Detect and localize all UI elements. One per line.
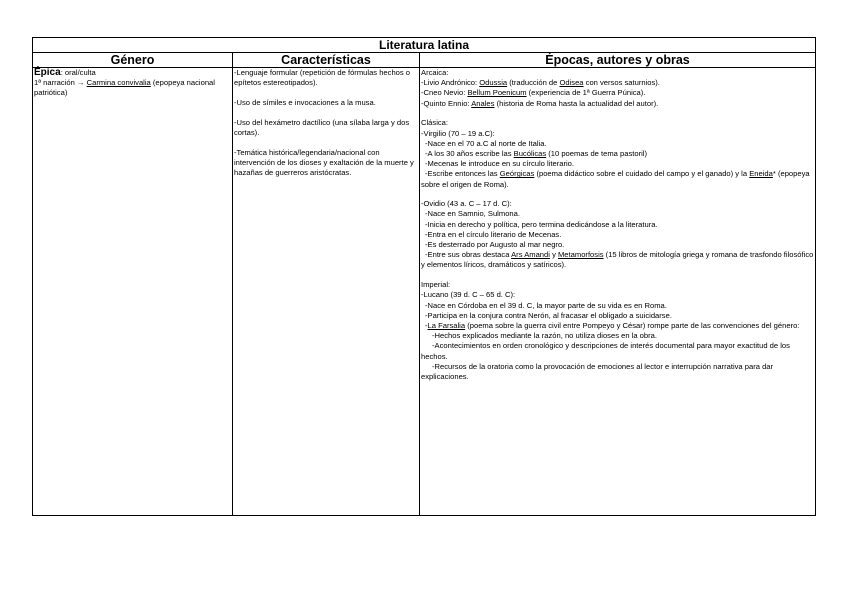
author-virgilio: -Virgilio (70 – 19 a.C): xyxy=(421,128,495,138)
epoca-heading-arcaica: Arcaica: xyxy=(421,68,449,77)
genero-label-line xyxy=(34,68,231,78)
caracteristica-item: -Temática histórica/legendaria/nacional con intervención de los dioses y exaltación de la muerte y hazañas de guerreros aristócratas. xyxy=(234,147,414,177)
ovidio-line: -Entre sus obras destaca Ars Amandi y Metamorfosis (15 libros de mitología griega y romana de trasfondo filosófico y elementos líricos, dramáticos y satíricos). xyxy=(421,250,814,270)
table-title: Literatura latina xyxy=(33,38,816,53)
lucano-subpoint: -Hechos explicados mediante la razón, no utiliza dioses en la obra. xyxy=(432,331,657,341)
work-title: Anales xyxy=(471,98,495,108)
work-title: Eneida xyxy=(749,169,773,179)
virgilio-line: -Mecenas le introduce en su círculo literario. xyxy=(425,159,574,169)
work-title: Bucólicas xyxy=(513,148,547,158)
ovidio-line: -Entra en el círculo literario de Mecenas. xyxy=(425,229,562,239)
ovidio-line: -Inicia en derecho y política, pero termina dedicándose a la literatura. xyxy=(425,219,658,229)
lucano-line: -Participa en la conjura contra Nerón, al fracasar el obligado a suicidarse. xyxy=(425,310,672,320)
cell-epocas xyxy=(420,68,816,516)
epoca-heading-clasica: Clásica: xyxy=(421,118,449,128)
work-title: Odisea xyxy=(559,78,584,88)
work-title: Odussia xyxy=(479,78,508,88)
genero-narration-suffix: (epopeya nacional patriótica) xyxy=(34,78,215,98)
work-title: Bellum Poenicum xyxy=(467,88,527,98)
author-ennio: -Quinto Ennio: Anales (historia de Roma hasta la actualidad del autor). xyxy=(421,98,659,108)
genero-work-title: Carmina convivalia xyxy=(86,78,151,88)
genero-label: Épica xyxy=(34,67,61,78)
cell-genero xyxy=(33,68,233,516)
lucano-subpoint: -Recursos de la oratoria como la provocación de emociones al lector e interrupción narrativa para dar explicaciones. xyxy=(421,361,774,381)
ovidio-line: -Nace en Samnio, Sulmona. xyxy=(425,209,520,219)
author-livio: -Livio Andrónico: Odussia (traducción de Odisea con versos saturnios). xyxy=(421,78,660,88)
caracteristica-item: -Uso del hexámetro dactílico (una sílaba larga y dos cortas). xyxy=(234,117,410,137)
work-title: La Farsalia xyxy=(427,320,466,330)
author-ovidio: -Ovidio (43 a. C – 17 d. C): xyxy=(421,199,512,209)
work-title: Geórgicas xyxy=(499,169,535,179)
genero-label-rest: : oral/culta xyxy=(60,68,96,77)
ovidio-line: -Es desterrado por Augusto al mar negro. xyxy=(425,240,565,250)
literatura-table xyxy=(32,37,816,516)
genero-narration-line xyxy=(34,78,231,98)
work-title: Metamorfosis xyxy=(557,250,604,260)
author-lucano: -Lucano (39 d. C – 65 d. C): xyxy=(421,290,516,300)
lucano-subpoint: -Acontecimientos en orden cronológico y descripciones de interés documental para mayor exactitud de los hechos. xyxy=(421,341,790,361)
author-nevio: -Cneo Nevio: Bellum Poenicum (experiencia de 1ª Guerra Púnica). xyxy=(421,88,646,98)
virgilio-line: -A los 30 años escribe las Bucólicas (10 poemas de tema pastoril) xyxy=(425,148,648,158)
header-caracteristicas: Características xyxy=(233,53,420,68)
header-genero: Género xyxy=(33,53,233,68)
epoca-heading-imperial: Imperial: xyxy=(421,280,451,290)
caracteristica-item: -Lenguaje formular (repetición de fórmulas hechos o epítetos estereotipados). xyxy=(234,68,411,88)
caracteristica-item: -Uso de símiles e invocaciones a la musa. xyxy=(234,97,376,107)
header-epocas: Épocas, autores y obras xyxy=(420,53,816,68)
lucano-line: -La Farsalia (poema sobre la guerra civil entre Pompeyo y César) rompe parte de las convenciones del género: xyxy=(425,320,800,330)
work-title: Ars Amandi xyxy=(511,250,550,260)
lucano-line: -Nace en Córdoba en el 39 d. C, la mayor parte de su vida es en Roma. xyxy=(425,300,667,310)
virgilio-line: -Nace en el 70 a.C al norte de Italia. xyxy=(425,138,547,148)
genero-narration-prefix: 1ª narración → xyxy=(34,78,87,88)
virgilio-line: -Escribe entonces las Geórgicas (poema didáctico sobre el cuidado del campo y el ganado) y la Eneida* (epopeya sobre el origen de Roma). xyxy=(421,169,810,189)
cell-caracteristicas xyxy=(233,68,420,516)
